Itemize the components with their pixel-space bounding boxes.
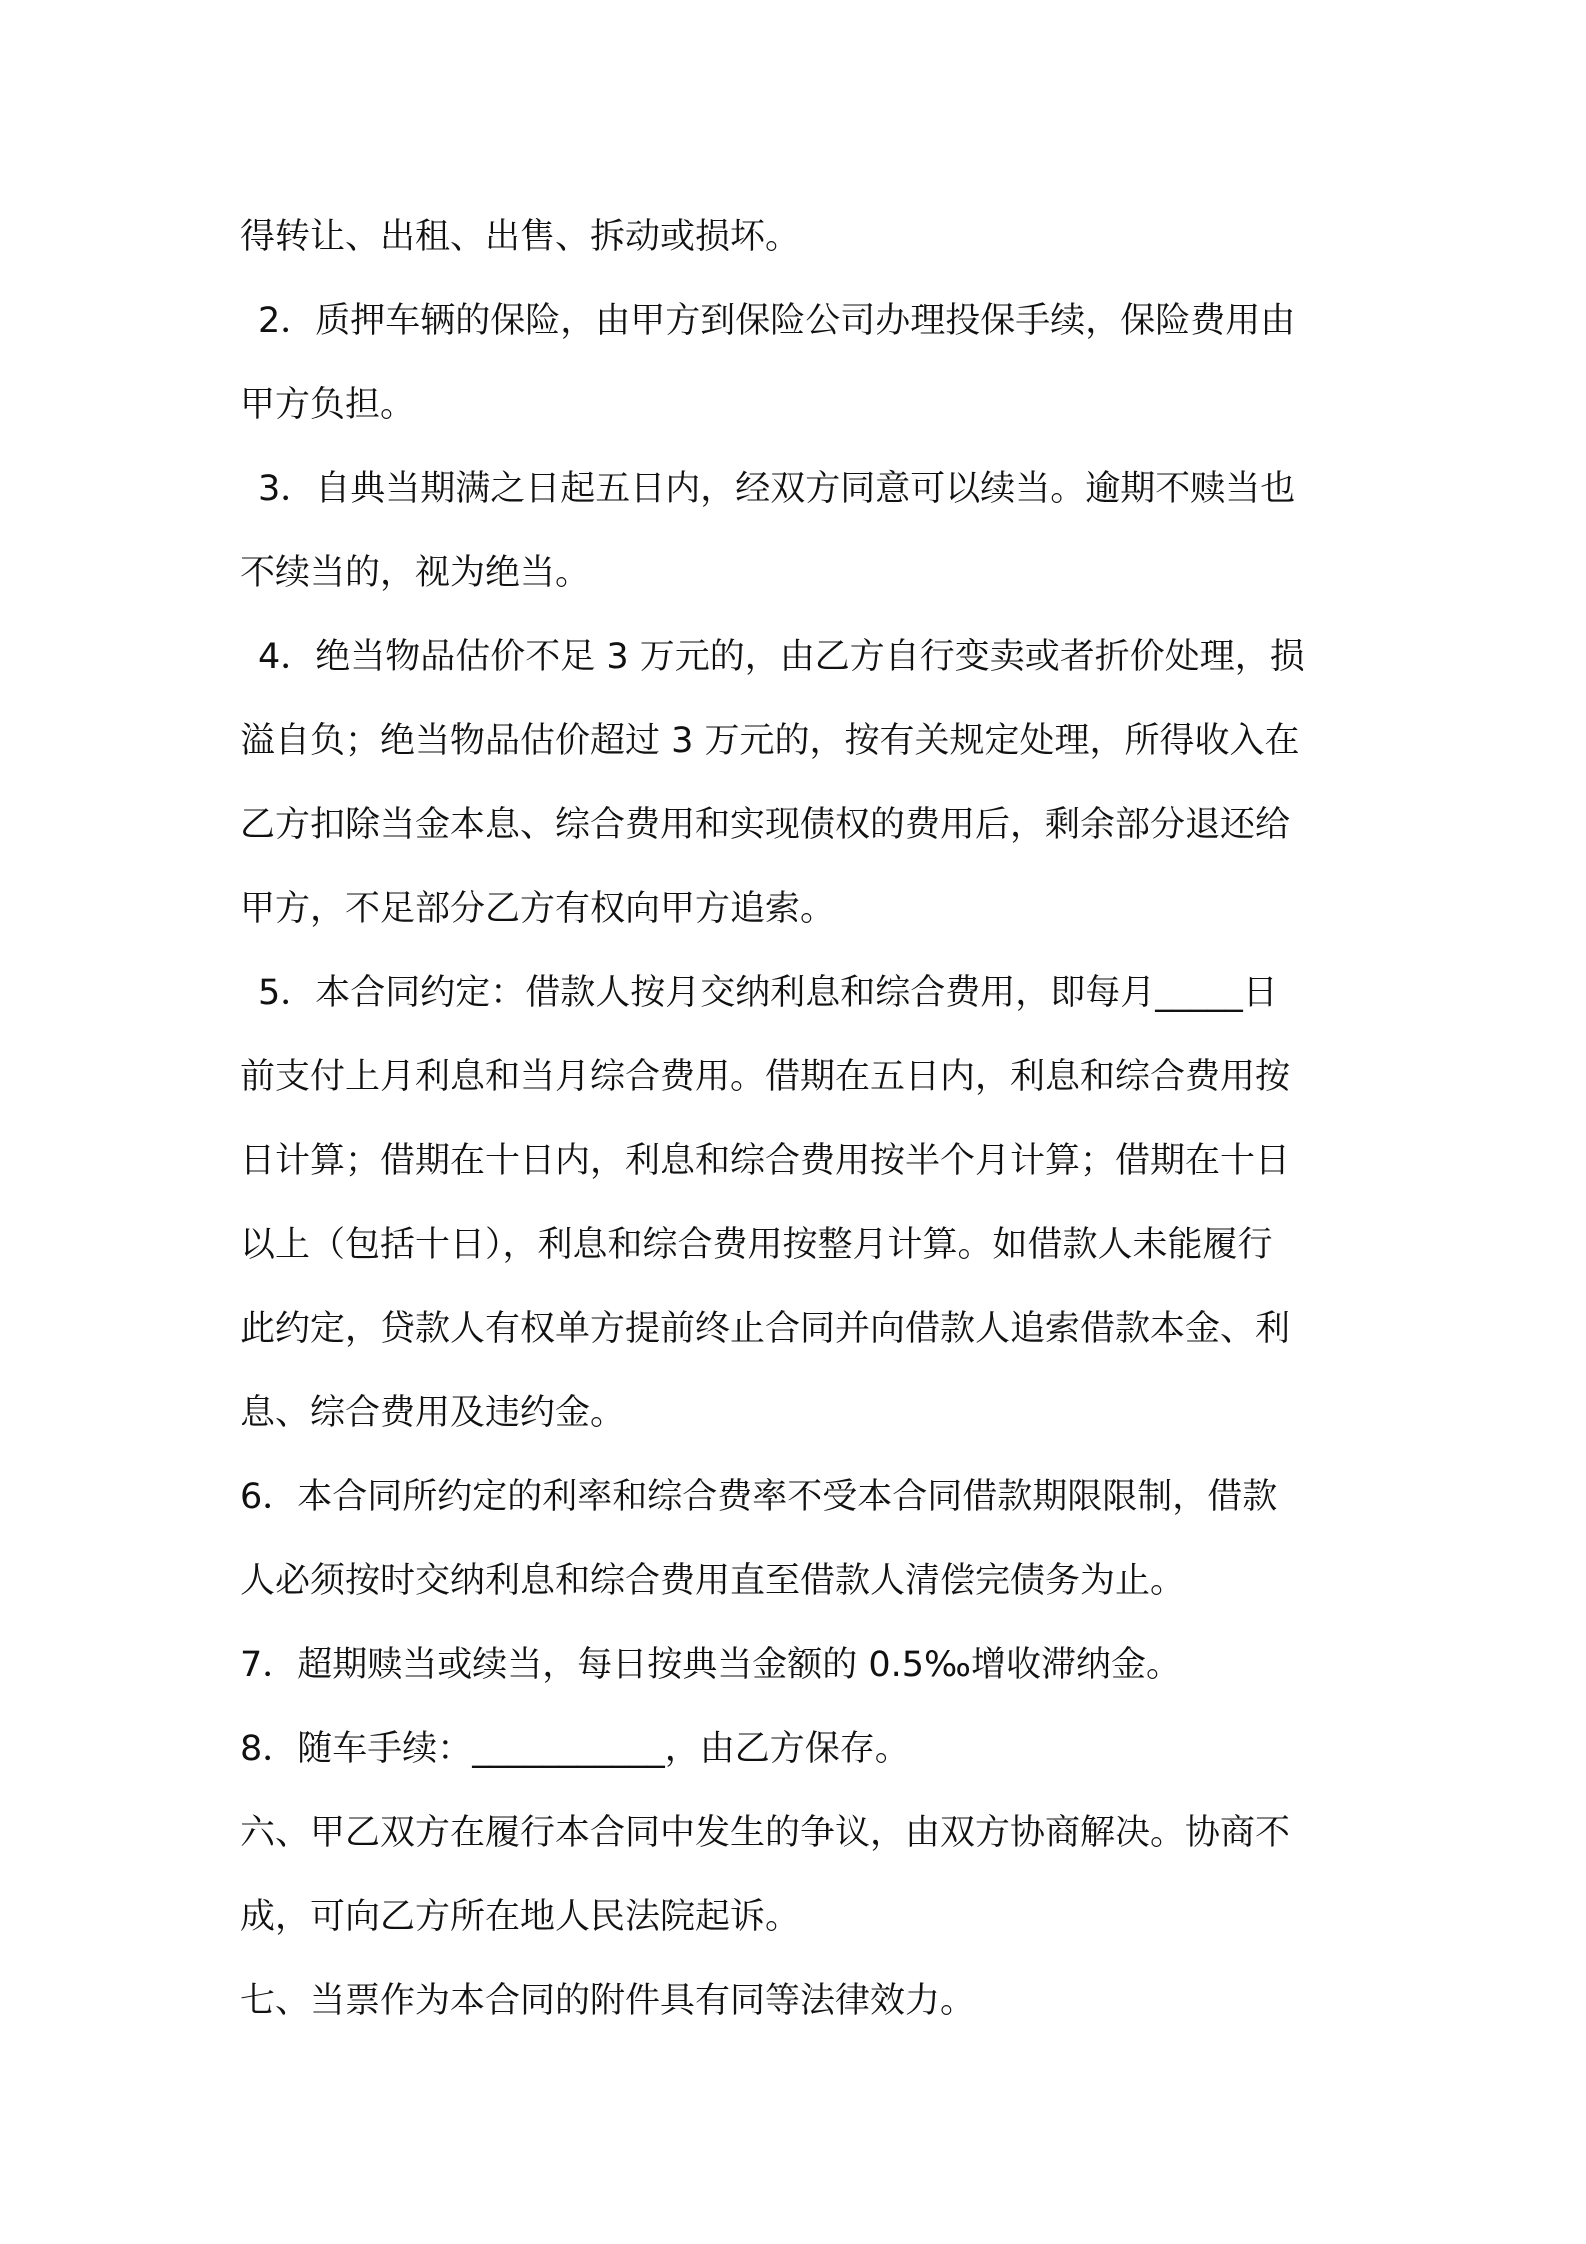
clause-5-line-5: 此约定，贷款人有权单方提前终止合同并向借款人追索借款本金、利 <box>240 1309 1291 1349</box>
clause-4-line-1: 4．绝当物品估价不足 3 万元的，由乙方自行变卖或者折价处理，损 <box>258 637 1305 677</box>
article-6-line-1: 六、甲乙双方在履行本合同中发生的争议，由双方协商解决。协商不 <box>240 1813 1291 1853</box>
clause-4-line-3: 乙方扣除当金本息、综合费用和实现债权的费用后，剩余部分退还给 <box>240 805 1291 845</box>
clause-3-line-2: 不续当的，视为绝当。 <box>240 553 591 593</box>
clause-5-line-4: 以上（包括十日），利息和综合费用按整月计算。如借款人未能履行 <box>240 1225 1273 1265</box>
clause-5-line-1: 5．本合同约定：借款人按月交纳利息和综合费用，即每月_____日 <box>258 973 1278 1013</box>
clause-6-line-1: 6．本合同所约定的利率和综合费率不受本合同借款期限限制，借款 <box>240 1477 1278 1517</box>
clause-4-line-4: 甲方，不足部分乙方有权向甲方追索。 <box>240 889 836 929</box>
clause-2-line-1: 2．质押车辆的保险，由甲方到保险公司办理投保手续，保险费用由 <box>258 301 1296 341</box>
text-line: 得转让、出租、出售、拆动或损坏。 <box>240 217 801 257</box>
clause-3-line-1: 3．自典当期满之日起五日内，经双方同意可以续当。逾期不赎当也 <box>258 469 1296 509</box>
clause-4-line-2: 溢自负；绝当物品估价超过 3 万元的，按有关规定处理，所得收入在 <box>240 721 1300 761</box>
clause-7-line: 7．超期赎当或续当，每日按典当金额的 0.5‰增收滞纳金。 <box>240 1645 1182 1685</box>
article-7-line: 七、当票作为本合同的附件具有同等法律效力。 <box>240 1981 976 2021</box>
clause-6-line-2: 人必须按时交纳利息和综合费用直至借款人清偿完债务为止。 <box>240 1561 1186 1601</box>
clause-8-line: 8．随车手续：___________，由乙方保存。 <box>240 1729 910 1769</box>
document-body <box>240 195 1360 2043</box>
clause-5-line-3: 日计算；借期在十日内，利息和综合费用按半个月计算；借期在十日 <box>240 1141 1291 1181</box>
clause-5-line-6: 息、综合费用及违约金。 <box>240 1393 626 1433</box>
clause-5-line-2: 前支付上月利息和当月综合费用。借期在五日内，利息和综合费用按 <box>240 1057 1291 1097</box>
clause-2-line-2: 甲方负担。 <box>240 385 416 425</box>
article-6-line-2: 成，可向乙方所在地人民法院起诉。 <box>240 1897 801 1937</box>
